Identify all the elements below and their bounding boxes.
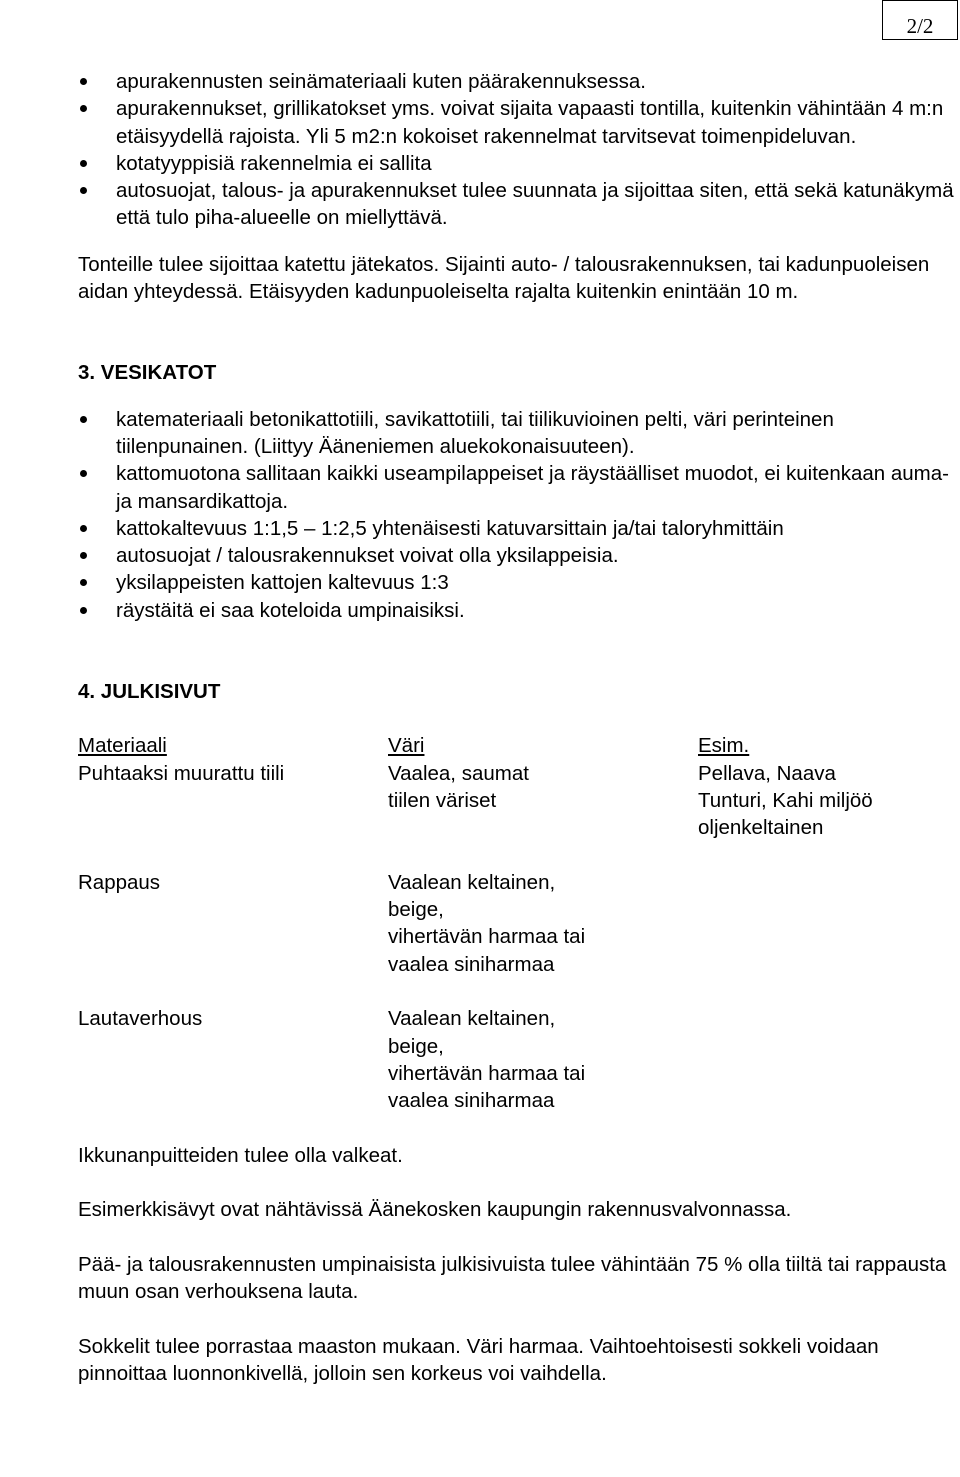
facade-ratio-paragraph: Pää- ja talousrakennusten umpinaisista julkisivuista tulee vähintään 75 % olla tiiltä tai rappausta muun osan verhouksena lauta. (78, 1252, 947, 1304)
color-line: Vaalean keltainen, (388, 870, 556, 894)
waste-shelter-paragraph: Tonteille tulee sijoittaa katettu jätekatos. Sijainti auto- / talousrakennuksen, tai kadunpuoleisen aidan yhteydessä. Etäisyyden kadunpuoleiselta rajalta kuitenkin enintään 10 m. (78, 252, 930, 304)
color-cell (388, 1005, 698, 1114)
color-line: vihertävän harmaa tai (388, 925, 586, 949)
example-line: Tunturi, Kahi miljöö (698, 788, 873, 812)
material-cell: Rappaus (78, 870, 161, 894)
intro-list (78, 68, 958, 232)
color-line: tiilen väriset (388, 788, 497, 812)
section-4-heading: 4. JULKISIVUT (78, 680, 221, 704)
example-line: oljenkeltainen (698, 816, 824, 840)
color-line: Vaalea, saumat (388, 761, 529, 785)
color-line: vaalea siniharmaa (388, 952, 555, 976)
list-item: kattomuotona sallitaan kaikki useampilappeiset ja räystäälliset muodot, ei kuitenkaan auma- ja mansardikattoja. (78, 460, 958, 515)
roof-list (78, 406, 958, 624)
color-cell (388, 760, 698, 842)
facade-row-brick (78, 760, 958, 842)
window-frames-paragraph: Ikkunanpuitteiden tulee olla valkeat. (78, 1143, 403, 1167)
list-item: kattokaltevuus 1:1,5 – 1:2,5 yhtenäisesti katuvarsittain ja/tai taloryhmittäin (78, 515, 958, 542)
page-number-box (882, 0, 958, 40)
list-item: apurakennusten seinämateriaali kuten päärakennuksessa. (78, 68, 958, 95)
document-body (78, 68, 958, 1387)
plinth-paragraph: Sokkelit tulee porrastaa maaston mukaan. Väri harmaa. Vaihtoehtoisesti sokkeli voidaan pinnoittaa luonnonkivellä, jolloin sen korkeus voi vaihdella. (78, 1334, 879, 1386)
example-cell (698, 1005, 958, 1114)
material-cell: Lautaverhous (78, 1007, 203, 1031)
facade-table-header (78, 732, 958, 759)
list-item: autosuojat / talousrakennukset voivat olla yksilappeisia. (78, 542, 958, 569)
list-item: yksilappeisten kattojen kaltevuus 1:3 (78, 569, 958, 596)
list-item: apurakennukset, grillikatokset yms. voivat sijaita vapaasti tontilla, kuitenkin vähintään 4 m:n etäisyydellä rajoista. Yli 5 m2:n kokoiset rakennelmat tarvitsevat toimenpideluvan. (78, 95, 958, 150)
color-line: vaalea siniharmaa (388, 1089, 555, 1113)
header-material: Materiaali (78, 734, 167, 758)
facade-row-plaster (78, 869, 958, 978)
header-example: Esim. (698, 734, 750, 758)
list-item: räystäitä ei saa koteloida umpinaisiksi. (78, 597, 958, 624)
header-color: Väri (388, 734, 425, 758)
facade-row-boarding (78, 1005, 958, 1114)
color-line: vihertävän harmaa tai (388, 1061, 586, 1085)
sample-colors-paragraph: Esimerkkisävyt ovat nähtävissä Äänekosken kaupungin rakennusvalvonnassa. (78, 1198, 792, 1222)
color-line: beige, (388, 1034, 444, 1058)
color-line: Vaalean keltainen, (388, 1007, 556, 1031)
material-cell: Puhtaaksi muurattu tiili (78, 761, 285, 785)
example-cell (698, 869, 958, 978)
example-line: Pellava, Naava (698, 761, 836, 785)
page-number: 2/2 (906, 14, 934, 38)
list-item: katemateriaali betonikattotiili, savikattotiili, tai tiilikuvioinen pelti, väri perinteinen tiilenpunainen. (Liittyy Ääneniemen aluekokonaisuuteen). (78, 406, 958, 461)
section-3-heading: 3. VESIKATOT (78, 361, 217, 385)
list-item: autosuojat, talous- ja apurakennukset tulee suunnata ja sijoittaa siten, että sekä katunäkymä että tulo piha-alueelle on miellyttävä. (78, 177, 958, 232)
color-cell (388, 869, 698, 978)
color-line: beige, (388, 898, 444, 922)
list-item: kotatyyppisiä rakennelmia ei sallita (78, 150, 958, 177)
example-cell (698, 760, 958, 842)
